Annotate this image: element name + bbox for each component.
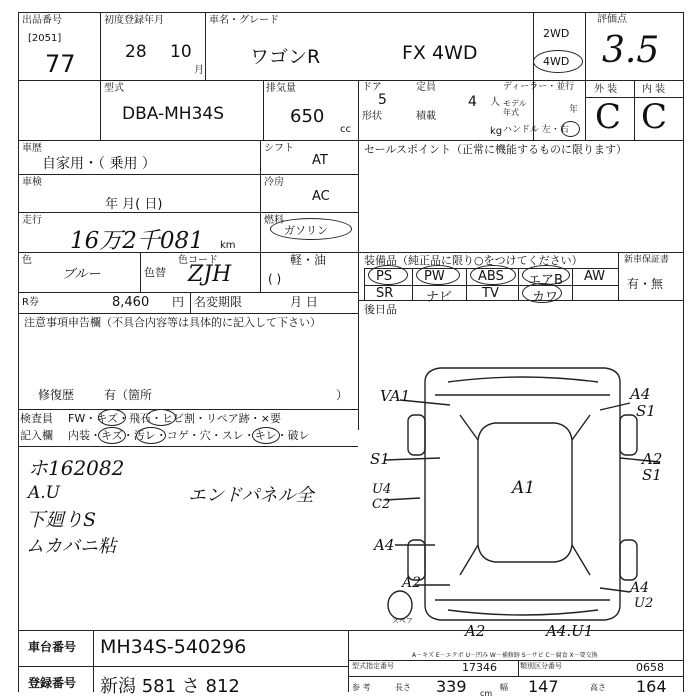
equip-tv: TV	[482, 286, 499, 301]
recycle-label: R券	[22, 297, 39, 308]
memo-1: ホ162082	[28, 456, 125, 480]
length-unit: cm	[480, 689, 493, 698]
fuel-label: 燃料	[264, 215, 284, 226]
interior-grade: C	[641, 97, 668, 137]
registration-year: 28	[125, 42, 147, 62]
length-label: 長さ	[395, 683, 411, 692]
chassis-number: MH34S-540296	[100, 636, 247, 658]
lot-number-label: 出品番号	[22, 15, 62, 26]
damage-mark-a4-rear: A4	[630, 580, 650, 596]
displacement-unit: cc	[340, 124, 351, 135]
equip-abs: ABS	[478, 269, 504, 284]
damage-mark-u2: U2	[634, 596, 654, 611]
shift-label: シフト	[264, 143, 294, 154]
model-code: DBA-MH34S	[122, 104, 225, 124]
shift-value: AT	[312, 153, 328, 168]
handle-label: ハンドル 左・右	[503, 125, 569, 135]
repair-history-close: ）	[336, 388, 349, 402]
repair-history-label: 修復歴	[38, 388, 75, 402]
color-code: ZJH	[188, 262, 232, 287]
equipment-label: 装備品（純正品に限り○をつけてください）	[364, 254, 583, 267]
width-value: 147	[528, 677, 559, 696]
equip-airbag: エアB	[528, 273, 563, 288]
color-label: 色	[22, 255, 32, 266]
recycle-fee: 8,460	[112, 295, 150, 310]
inspection-value: 年 月( 日)	[105, 197, 163, 212]
chassis-label: 車台番号	[28, 640, 77, 654]
damage-mark-a1-roof: A1	[512, 478, 536, 498]
load-unit: kg	[490, 126, 503, 137]
ac-value: AC	[312, 189, 330, 204]
inspector-label: 検査員	[20, 412, 53, 425]
registration-number-label: 登録番号	[28, 676, 77, 690]
equip-pw: PW	[424, 269, 445, 284]
first-registration-label: 初度登録年月	[104, 15, 164, 26]
color-code-label: 色コード	[178, 255, 218, 266]
category-label: 類別区分番号	[520, 662, 562, 670]
sales-point-label: セールスポイント（正常に機能するものに限ります）	[364, 143, 628, 156]
equip-sr: SR	[376, 286, 394, 301]
length-value: 339	[436, 677, 467, 696]
registration-month: 10	[170, 42, 192, 62]
history-label: 車歴	[22, 143, 42, 154]
reference-label: 参 考	[352, 683, 371, 692]
height-label: 高さ	[590, 683, 606, 692]
capacity: 4	[468, 94, 477, 110]
name-change-label: 名変期限	[194, 295, 243, 309]
inspection-terms-1: FW・キズ・飛石・ヒビ割・リペア跡・×要	[68, 412, 281, 425]
door-count: 5	[378, 92, 387, 108]
drive-4wd: 4WD	[543, 55, 570, 68]
year-unit: 年	[569, 105, 579, 115]
damage-mark-s1-left: S1	[370, 450, 390, 468]
inspection-terms-2: 内装・キズ・汚レ・コゲ・穴・スレ・キレ・破レ	[68, 429, 310, 442]
capacity-label: 定員	[416, 82, 436, 93]
exterior-label: 外 装	[594, 84, 618, 95]
damage-mark-c2: C2	[372, 497, 391, 512]
repair-history-value: 有（箇所	[104, 388, 153, 402]
car-name-label: 車名・グレード	[209, 15, 279, 26]
after-items-label: 後日品	[364, 303, 397, 316]
type-designation-label: 型式指定番号	[352, 662, 394, 670]
model-label: 型式	[104, 83, 124, 94]
damage-mark-u4: U4	[372, 482, 392, 497]
fuel-light-oil: 軽・油	[290, 253, 327, 267]
damage-mark-a2-bottom: A2	[465, 622, 486, 640]
capacity-unit: 人	[490, 97, 500, 108]
displacement-label: 排気量	[266, 83, 296, 94]
damage-mark-a2-rear-left: A2	[402, 575, 422, 591]
color-change-label: 色替	[144, 266, 166, 279]
damage-mark-va1: VA1	[380, 387, 411, 405]
inspection-label: 車検	[22, 177, 42, 188]
warranty-label: 新車保証書	[624, 255, 670, 265]
damage-legend: A－キズ E－エクボ U－凹み W－補修跡 S－サビ C－腐食 X－要交換	[412, 652, 598, 659]
recycle-unit: 円	[172, 295, 185, 309]
registration-month-unit: 月	[194, 65, 204, 76]
damage-mark-a4u1: A4.U1	[546, 622, 594, 640]
category-number: 0658	[636, 661, 664, 674]
car-grade: FX 4WD	[402, 42, 478, 64]
lot-number: 77	[45, 50, 76, 78]
color-value: ブルー	[62, 267, 101, 282]
equip-aw: AW	[584, 269, 606, 284]
damage-mark-s1-right: S1	[642, 466, 662, 484]
exterior-grade: C	[595, 97, 622, 137]
score-label: 評価点	[597, 14, 627, 25]
equip-ps: PS	[376, 269, 393, 284]
shape-label: 形状	[362, 111, 382, 122]
car-name: ワゴンR	[250, 46, 321, 68]
record-label: 記入欄	[20, 429, 53, 442]
mileage-unit: km	[220, 240, 236, 251]
memo-5: エンドパネル全	[188, 485, 314, 506]
damage-mark-a4-top: A4	[630, 385, 651, 403]
evaluation-score: 3.5	[602, 30, 660, 71]
damage-mark-a2-right: A2	[642, 450, 663, 468]
memo-2: A.U	[28, 483, 61, 503]
history-value: 自家用・（ 乗用 ）	[42, 156, 156, 172]
mileage-value: 16万2千081	[70, 228, 204, 254]
name-change-value: 月 日	[290, 295, 318, 309]
drive-2wd: 2WD	[543, 27, 570, 40]
height-value: 164	[636, 677, 667, 696]
width-label: 幅	[500, 683, 508, 692]
dealer-label: ディーラー・並行	[503, 82, 575, 92]
door-label: ドア	[362, 82, 382, 93]
equip-leather: カワ	[532, 290, 559, 305]
type-designation-number: 17346	[462, 661, 497, 674]
warranty-value: 有・無	[627, 277, 664, 291]
notice-label: 注意事項申告欄（不具合内容等は具体的に記入して下さい）	[24, 316, 321, 329]
memo-4: ムカバニ粘	[26, 536, 116, 557]
mileage-label: 走行	[22, 215, 42, 226]
displacement: 650	[290, 106, 325, 127]
memo-3: 下廻りS	[26, 509, 97, 531]
registration-number: 新潟 581 さ 812	[100, 676, 240, 697]
lot-code: [2051]	[28, 33, 62, 44]
load-label: 積載	[416, 111, 436, 122]
damage-mark-a4-left: A4	[374, 536, 395, 554]
spare-label: スペア	[392, 617, 413, 625]
fuel-gasoline: ガソリン	[284, 224, 328, 237]
damage-mark-s1-top: S1	[636, 402, 656, 420]
interior-label: 内 装	[642, 84, 666, 95]
model-year-label: モデル 年式	[503, 99, 527, 117]
fuel-other: ( )	[268, 272, 282, 286]
ac-label: 冷房	[264, 177, 284, 188]
equip-navi: ナビ	[426, 290, 453, 305]
